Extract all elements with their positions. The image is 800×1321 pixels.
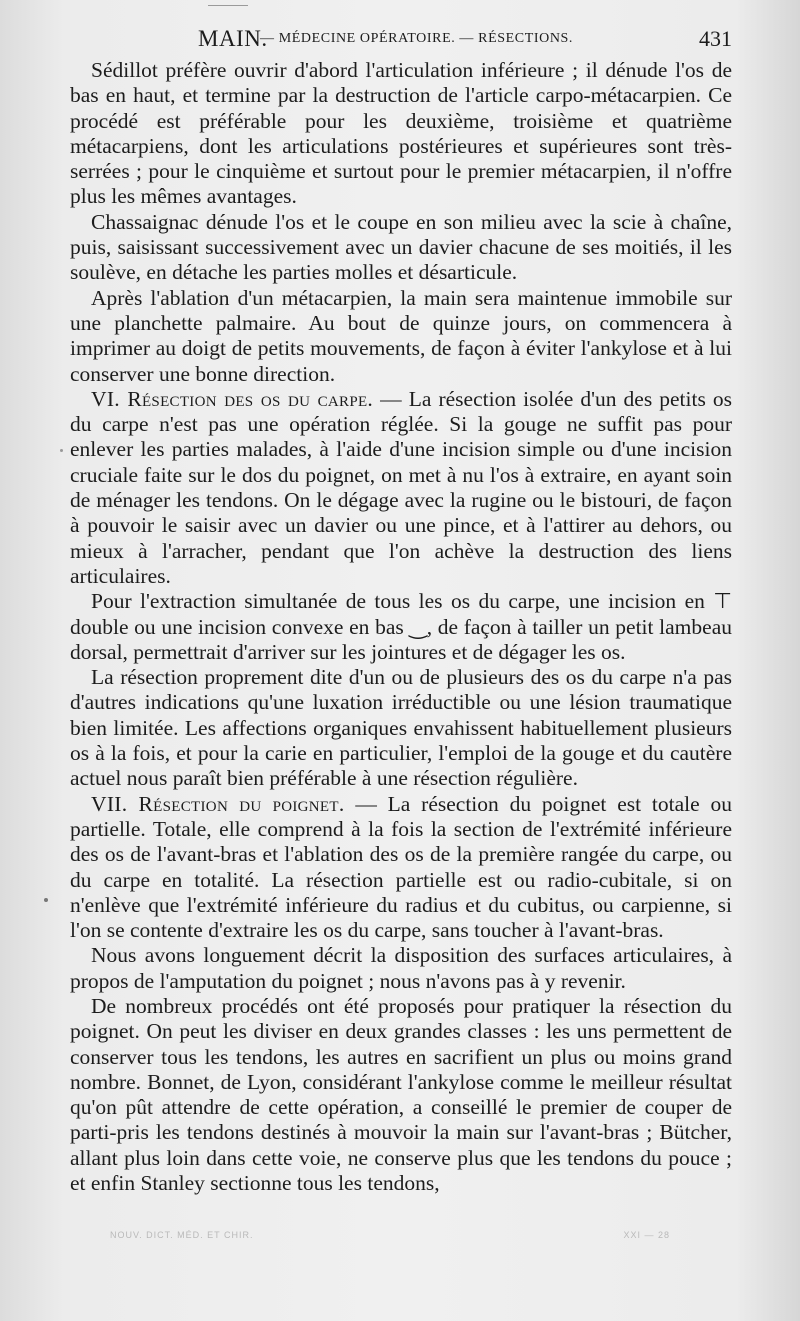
paragraph: Nous avons longuement décrit la disposition des surfaces articulaires, à propos de l'amputation du poignet ; nous n'avons pas à y revenir. [70,943,732,993]
scan-mark [208,5,248,6]
paragraph: De nombreux procédés ont été proposés pour pratiquer la résection du poignet. On peut les diviser en deux grandes classes : les uns permettent de conserver tous les tendons, les autres en sacrifient un plus ou moins grand nombre. Bonnet, de Lyon, considérant l'ankylose comme le meilleur résultat qu'on pût attendre de cette opération, a conseillé le premier de couper de parti-pris les tendons destinés à mouvoir la main sur l'avant-bras ; Bütcher, allant plus loin dans cette voie, ne conserve plus que les tendons du pouce ; et enfin Stanley sectionne tous les tendons, [70,993,732,1196]
running-title: MAIN. [198,26,268,51]
printer-signature: NOUV. DICT. MÉD. ET CHIR. [110,1230,254,1240]
main-text [70,58,732,1196]
paragraph [70,589,732,665]
page-footer [110,1230,710,1250]
sheet-mark: XXI — 28 [623,1230,670,1240]
running-section: — MÉDECINE OPÉRATOIRE. — RÉSECTIONS. [260,31,574,46]
paragraph-text: — La résection isolée d'un des petits os du carpe n'est pas une opération réglée. Si la gouge ne suffit pas pour enlever les parties malades, à l'aide d'une incision simple ou d'une incision cruciale faite sur le dos du poignet, on met à nu l'os à extraire, en ayant soin de ménager les tendons. On le dégage avec la rugine ou le bistouri, de façon à pouvoir le saisir avec un davier ou une pince, et à l'attirer au dehors, ou mieux à l'arracher, pendant que l'on achève la destruction des liens articulaires. [70,386,732,588]
running-header [70,26,732,54]
paragraph: Chassaignac dénude l'os et le coupe en son milieu avec la scie à chaîne, puis, saisissant successivement avec un davier chacune de ses moitiés, il les soulève, en détache les parties molles et désarticule. [70,209,732,285]
section-heading: VI. Résection des os du carpe. [91,386,374,411]
margin-dot [60,449,63,452]
margin-dot [44,898,48,902]
incision-t-glyph: ⊤ [713,589,732,614]
paragraph-text: — La résection du poignet est totale ou partielle. Totale, elle comprend à la fois la section de l'extrémité inférieure des os de l'avant-bras et l'ablation des os de la première rangée du carpe, ou du carpe en totalité. La résection partielle est ou radio-cubitale, si on n'enlève que l'extrémité inférieure du radius et du cubitus, ou carpienne, si l'on se contente d'extraire les os du carpe, sans toucher à l'avant-bras. [70,791,733,943]
page-number: 431 [699,26,732,51]
incision-curve-glyph: ‿ [409,614,427,639]
paragraph-text: double ou une incision convexe en bas [70,614,410,639]
paragraph-text: , de façon à tailler un petit lambeau dorsal, permettrait d'arriver sur les jointures et de dégager les os. [70,614,732,664]
paragraph [70,792,732,944]
paragraph: Sédillot préfère ouvrir d'abord l'articulation inférieure ; il dénude l'os de bas en haut, et termine par la destruction de l'article carpo-métacarpien. Ce procédé est préférable pour les deuxième, troisième et quatrième métacarpiens, dont les articulations postérieures et supérieures sont très-serrées ; pour le cinquième et surtout pour le premier métacarpien, il n'offre plus les mêmes avantages. [70,58,732,209]
section-heading: VII. Résection du poignet. [91,791,345,816]
paragraph [70,387,732,589]
paragraph: La résection proprement dite d'un ou de plusieurs des os du carpe n'a pas d'autres indications qu'une luxation irréductible ou une lésion traumatique bien limitée. Les affections organiques envahissent habituellement plusieurs os à la fois, et pour la carie en particulier, l'emploi de la gouge et du cautère actuel nous paraît bien préférable à une résection régulière. [70,665,732,791]
paragraph-text: Pour l'extraction simultanée de tous les os du carpe, une incision en [91,589,714,614]
paragraph: Après l'ablation d'un métacarpien, la main sera maintenue immobile sur une planchette palmaire. Au bout de quinze jours, on commencera à imprimer au doigt de petits mouvements, de façon à éviter l'ankylose et à lui conserver une bonne direction. [70,285,732,386]
